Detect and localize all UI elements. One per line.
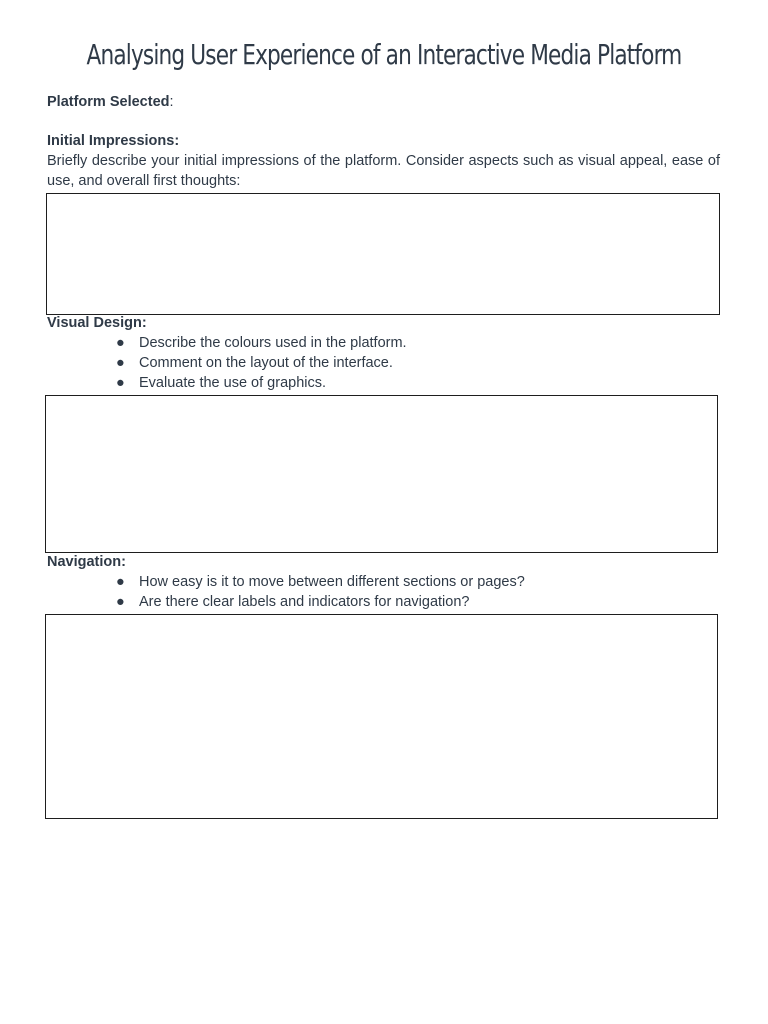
visual-design-answer-box[interactable] (45, 395, 718, 553)
list-item (116, 373, 326, 393)
navigation-answer-box[interactable] (45, 614, 718, 819)
initial-impressions-description: Briefly describe your initial impressions of the platform. Consider aspects such as visual appeal, ease of use, and overall first thoughts: (47, 153, 720, 189)
navigation-heading: Navigation: (47, 554, 126, 570)
list-item (116, 353, 393, 373)
bullet-icon: ● (116, 375, 125, 391)
initial-impressions-answer-box[interactable] (46, 193, 720, 315)
visual-design-bullet-1: Describe the colours used in the platform. (139, 335, 407, 351)
navigation-bullet-2: Are there clear labels and indicators for navigation? (139, 594, 470, 610)
platform-selected-colon: : (169, 94, 174, 110)
platform-selected-line (47, 92, 174, 112)
navigation-bullet-1: How easy is it to move between different sections or pages? (139, 574, 525, 590)
initial-impressions-heading: Initial Impressions: (47, 133, 180, 149)
list-item (116, 592, 469, 612)
visual-design-heading: Visual Design: (47, 315, 147, 331)
bullet-icon: ● (116, 574, 125, 590)
list-item (116, 333, 407, 353)
bullet-icon: ● (116, 594, 125, 610)
list-item (116, 572, 525, 592)
visual-design-bullet-3: Evaluate the use of graphics. (139, 375, 327, 391)
page-title: Analysing User Experience of an Interactive Media Platform (86, 38, 682, 71)
bullet-icon: ● (116, 355, 125, 371)
bullet-icon: ● (116, 335, 125, 351)
platform-selected-label: Platform Selected (47, 94, 170, 110)
visual-design-bullet-2: Comment on the layout of the interface. (139, 355, 393, 371)
